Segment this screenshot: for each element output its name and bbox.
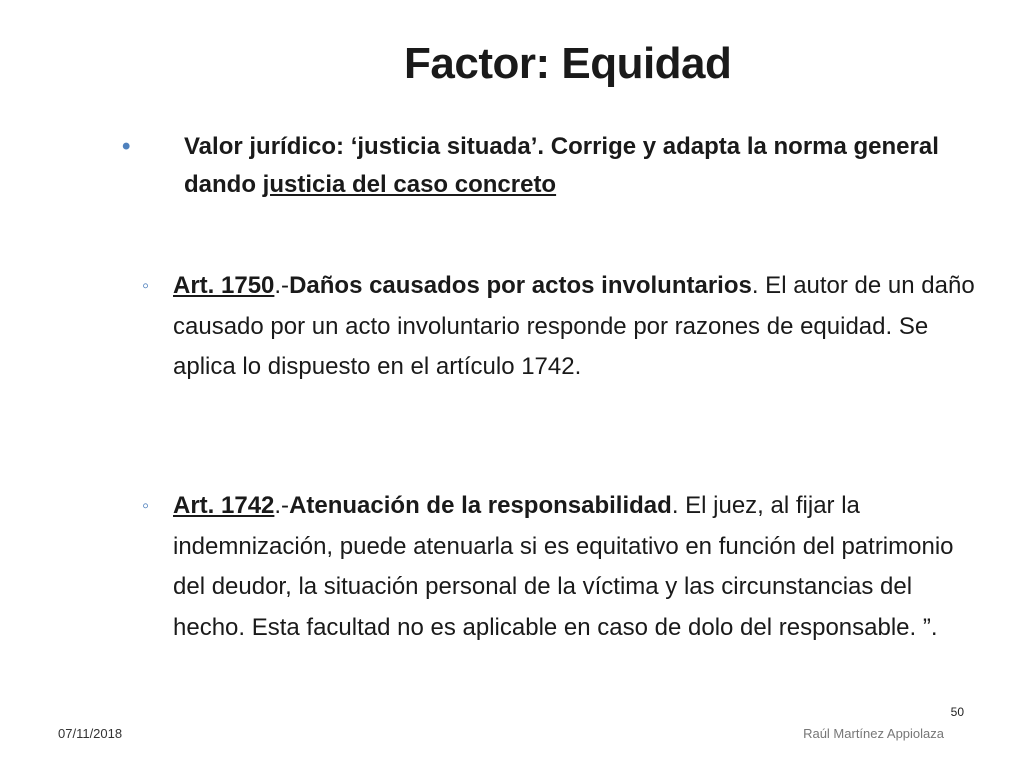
article-1750: [142, 266, 982, 388]
slide-title: Factor: Equidad: [404, 39, 732, 88]
footer-author: Raúl Martínez Appiolaza: [803, 726, 944, 741]
bullet-icon: •: [122, 133, 131, 160]
article-1742-text: [173, 486, 982, 648]
footer-date: 07/11/2018: [58, 726, 123, 741]
article-1750-text: [173, 266, 982, 388]
sub-bullet-icon: ◦: [142, 275, 150, 297]
sub-bullet-icon: ◦: [142, 495, 150, 517]
article-separator: .-: [274, 272, 290, 299]
page-number: 50: [950, 705, 964, 719]
bullet-text-underlined: justicia del caso concreto: [262, 171, 557, 198]
article-separator: .-: [274, 492, 290, 519]
article-1742: [142, 486, 982, 648]
bullet-text-main: Valor jurídico: ‘justicia situada’. Corrige y adapta la norma general dando: [184, 133, 939, 198]
article-number: Art. 1750: [173, 272, 275, 299]
bullet-valor-juridico: [122, 128, 952, 204]
article-body: . El juez, al fijar la indemnización, puede atenuarla si es equitativo en función del patrimonio del deudor, la situación personal de la víctima y las circunstancias del hecho. Esta facultad no es aplicable en caso de dolo del responsable. ”.: [173, 492, 954, 641]
bullet-text: [184, 128, 952, 204]
article-number: Art. 1742: [173, 492, 275, 519]
article-heading: Atenuación de la responsabilidad: [289, 492, 672, 519]
article-body: . El autor de un daño causado por un acto involuntario responde por razones de equidad. Se aplica lo dispuesto en el artículo 1742.: [173, 272, 975, 380]
article-heading: Daños causados por actos involuntarios: [289, 272, 752, 299]
